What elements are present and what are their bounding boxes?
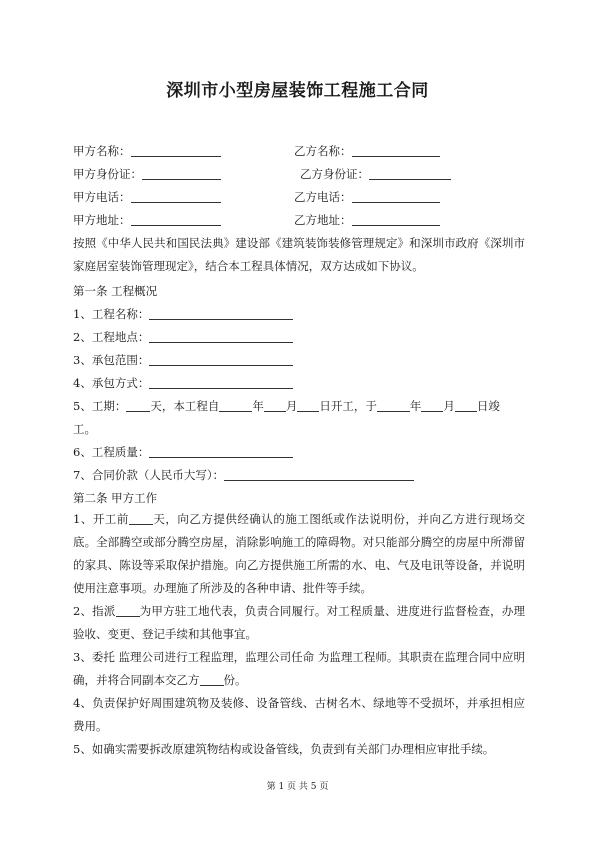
article2-item3-text: 3、委托 监理公司进行工程监理，监理公司任命 为监理工程师。其职责在监理合同中应明确，并将合同副本交乙方 — [73, 650, 525, 687]
end-day-label: 日竣 — [476, 399, 500, 413]
duration-days-blank[interactable] — [126, 399, 150, 412]
party-b-id-label: 乙方身份证： — [300, 167, 369, 181]
representative-blank[interactable] — [116, 604, 140, 617]
party-row-phone — [73, 189, 533, 207]
article2-item5: 5、如确实需要拆改原建筑物结构或设备管线，负责到有关部门办理相应审批手续。 — [73, 742, 495, 756]
quality-row — [73, 444, 293, 460]
party-b-id-blank[interactable] — [369, 167, 451, 180]
article2-heading: 第二条 甲方工作 — [73, 491, 158, 505]
page-footer: 第 1 页 共 5 页 — [266, 782, 329, 792]
intro-paragraph: 按照《中华人民共和国民法典》建设部《建筑装饰装修管理规定》和深圳市政府《深圳市家庭居室装饰管理现定》，结合本工程具体情况，双方达成如下协议。 — [73, 236, 525, 273]
party-a-address-label: 甲方地址： — [73, 213, 131, 227]
duration-tail: 工。 — [73, 422, 96, 436]
duration-row — [73, 398, 500, 414]
contract-mode-label: 4、承包方式： — [73, 376, 150, 390]
end-year-blank[interactable] — [377, 399, 410, 412]
start-year-blank[interactable] — [219, 399, 252, 412]
start-day-blank[interactable] — [297, 399, 319, 412]
party-row-name — [73, 143, 533, 161]
project-location-row — [73, 329, 293, 345]
start-day-label: 日开工，于 — [319, 399, 377, 413]
party-b-address-blank[interactable] — [352, 213, 440, 226]
article2-item1 — [73, 508, 525, 600]
end-month-label: 月 — [443, 399, 455, 413]
party-b-name-label: 乙方名称： — [294, 144, 352, 158]
end-day-blank[interactable] — [455, 399, 477, 412]
party-a-name-blank[interactable] — [131, 144, 221, 157]
party-b-name-blank[interactable] — [352, 144, 440, 157]
duration-label: 5、工期： — [73, 399, 127, 413]
article2-item3 — [73, 646, 525, 692]
article2-item1-text: 天，向乙方提供经确认的施工图纸或作法说明份，并向乙方进行现场交底。全部腾空或部分腾空房屋，消除影响施工的障碍物。对只能部分腾空的房屋中所滞留的家具、陈设等采取保护措施。向乙方提供施工所需的水、电、气及电讯等设备，并说明使用注意事项。办理施了所涉及的各种申请、批件等手续。 — [73, 512, 525, 595]
article2-item2 — [73, 600, 525, 646]
contract-scope-row — [73, 352, 293, 368]
contract-scope-label: 3、承包范围： — [73, 353, 150, 367]
party-b-phone-blank[interactable] — [352, 190, 440, 203]
project-location-blank[interactable] — [149, 330, 293, 343]
party-a-address-blank[interactable] — [131, 213, 221, 226]
party-a-id-blank[interactable] — [142, 167, 221, 180]
start-month-label: 月 — [285, 399, 298, 413]
pre-start-days-blank[interactable] — [129, 512, 153, 525]
contract-scope-blank[interactable] — [149, 353, 293, 366]
party-a-phone-blank[interactable] — [131, 190, 221, 203]
article2-item2-lead: 2、指派 — [73, 604, 116, 618]
party-row-id — [73, 166, 533, 184]
contract-price-label: 7、合同价款（人民币大写）： — [73, 468, 225, 482]
document-title: 深圳市小型房屋装饰工程施工合同 — [166, 81, 429, 101]
start-month-blank[interactable] — [264, 399, 286, 412]
contract-mode-blank[interactable] — [149, 376, 293, 389]
article2-item1-lead: 1、开工前 — [73, 512, 129, 526]
project-location-label: 2、工程地点： — [73, 330, 150, 344]
end-year-label: 年 — [409, 399, 422, 413]
duration-text-start: 天，本工程自 — [150, 399, 220, 413]
article2-item3-tail: 份。 — [223, 673, 247, 687]
copies-blank[interactable] — [200, 673, 224, 686]
quality-blank[interactable] — [149, 445, 293, 458]
end-month-blank[interactable] — [421, 399, 443, 412]
quality-label: 6、工程质量： — [73, 445, 150, 459]
contract-price-row — [73, 467, 414, 483]
party-a-name-label: 甲方名称： — [73, 144, 131, 158]
article1-heading: 第一条 工程概况 — [73, 284, 158, 298]
party-b-address-label: 乙方地址： — [294, 213, 352, 227]
article2-item2-text: 为甲方驻工地代表，负责合同履行。对工程质量、进度进行监督检查，办理验收、变更、登记手续和其他事宜。 — [73, 604, 525, 641]
contract-price-blank[interactable] — [224, 468, 414, 481]
project-name-label: 1、工程名称： — [73, 307, 150, 321]
party-a-id-label: 甲方身份证： — [73, 167, 142, 181]
contract-mode-row — [73, 375, 293, 391]
start-year-label: 年 — [252, 399, 264, 413]
project-name-row — [73, 306, 293, 322]
party-row-address — [73, 212, 533, 230]
party-a-phone-label: 甲方电话： — [73, 190, 131, 204]
party-b-phone-label: 乙方电话： — [294, 190, 352, 204]
article2-item4: 4、负责保护好周围建筑物及装修、设备管线、古树名木、绿地等不受损坏，并承担相应费用。 — [73, 696, 525, 733]
project-name-blank[interactable] — [149, 307, 293, 320]
